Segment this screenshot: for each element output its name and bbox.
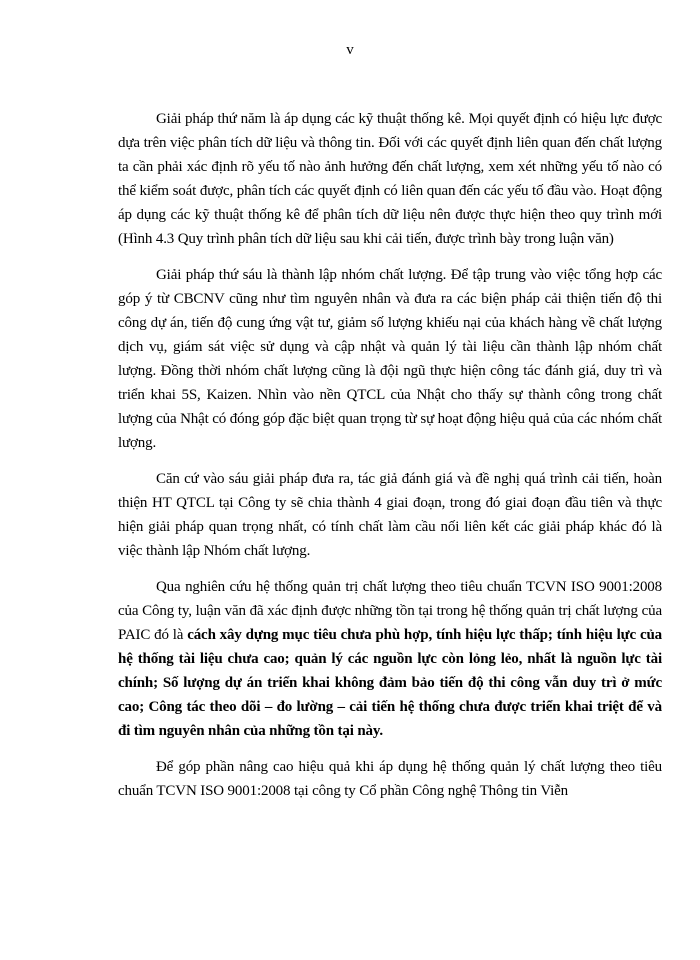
paragraph-statistics-solution: Giải pháp thứ năm là áp dụng các kỹ thuật thống kê. Mọi quyết định có hiệu lực được dựa trên việc phân tích dữ liệu và thông tin. Đối với các quyết định liên quan đến chất lượng ta cần phải xác định rõ yếu tố nào ảnh hưởng đến chất lượng, xem xét những yếu tố nào có thể kiểm soát được, phân tích các quyết định có liên quan đến các yếu tố đầu vào. Hoạt động áp dụng các kỹ thuật thống kê để phân tích dữ liệu nên được thực hiện theo quy trình mới (Hình 4.3 Quy trình phân tích dữ liệu sau khi cải tiến, được trình bày trong luận văn) (118, 111, 662, 247)
document-body (118, 107, 662, 803)
paragraph-quality-group-solution: Giải pháp thứ sáu là thành lập nhóm chất lượng. Để tập trung vào việc tổng hợp các góp ý từ CBCNV cũng như tìm nguyên nhân và đưa ra các biện pháp cải thiện tiến độ thi công dự án, tiến độ cung ứng vật tư, giảm số lượng khiếu nại của khách hàng về chất lượng dịch vụ, giám sát việc sử dụng và cập nhật và quản lý tài liệu cần thành lập nhóm chất lượng. Đồng thời nhóm chất lượng cũng là đội ngũ thực hiện công tác đánh giá, duy trì và triển khai 5S, Kaizen. Nhìn vào nền QTCL của Nhật cho thấy sự thành công trong chất lượng của Nhật có đóng góp đặc biệt quan trọng từ sự hoạt động hiệu quả của các nhóm chất lượng. (118, 267, 662, 451)
paragraph-contribution: Để góp phần nâng cao hiệu quả khi áp dụng hệ thống quản lý chất lượng theo tiêu chuẩn TCVN ISO 9001:2008 tại công ty Cổ phần Công nghệ Thông tin Viễn (118, 759, 662, 799)
paragraph-research-findings (118, 575, 662, 743)
paragraph-implementation-phases: Căn cứ vào sáu giải pháp đưa ra, tác giả đánh giá và đề nghị quá trình cải tiến, hoàn thiện HT QTCL tại Công ty sẽ chia thành 4 giai đoạn, trong đó giai đoạn đầu tiên và thực hiện giải pháp quan trọng nhất, có tính chất làm cầu nối liên kết các giải pháp khác đó là việc thành lập Nhóm chất lượng. (118, 471, 662, 559)
page-number: v (346, 42, 354, 58)
findings-intro-text: Qua nghiên cứu hệ thống quản trị chất lượng theo tiêu chuẩn TCVN ISO 9001:2008 của Công ty, luận văn đã xác định được những tồn tại trong hệ thống quản trị chất lượng của PAIC đó là (118, 579, 662, 643)
findings-bold-text: cách xây dựng mục tiêu chưa phù hợp, tính hiệu lực thấp; tính hiệu lực của hệ thống tài liệu chưa cao; quản lý các nguồn lực còn lỏng lẻo, nhất là nguồn lực tài chính; Số lượng dự án triển khai không đảm bảo tiến độ thi công vẫn duy trì ở mức cao; Công tác theo dõi – đo lường – cải tiến hệ thống chưa được triển khai triệt để và đi tìm nguyên nhân của những tồn tại này. (118, 627, 662, 739)
